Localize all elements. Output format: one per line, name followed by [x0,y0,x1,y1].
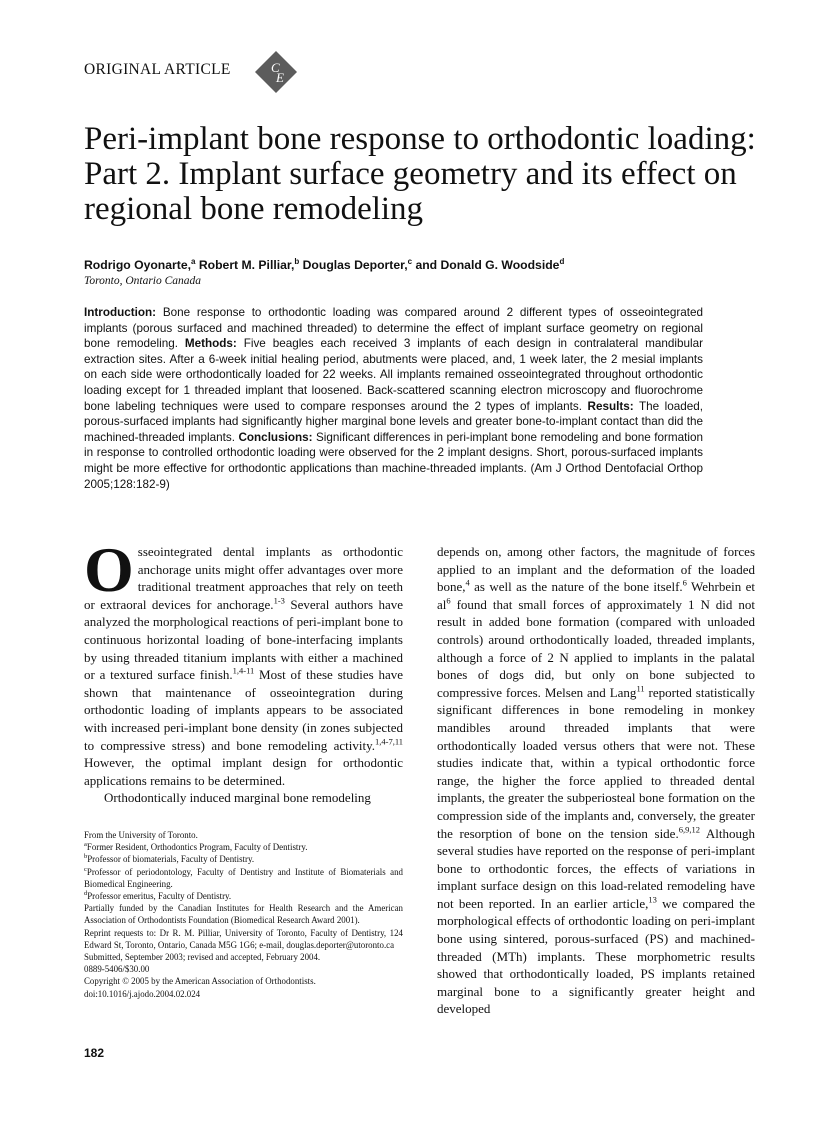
author-affiliation-marker: c [407,257,413,266]
footnote-copyright: Copyright © 2005 by the American Association of Orthodontists. [84,976,316,987]
citation: 11 [636,683,645,694]
footnote-institution: From the University of Toronto. [84,830,198,840]
abstract-results-text: The loaded, porous-surfaced implants had significantly higher marginal bone levels and greater bone-to-implant contact than did the machined-threaded implants. [84,399,703,444]
author-affiliation-marker: a [191,257,196,266]
abstract-conclusions-label: Conclusions: [238,430,313,444]
body-text: we compared the morphological effects of orthodontic loading on peri-implant bone using sintered, porous-surfaced (PS) and machined-threaded (MTh) implants. These morphometric results showed that orthodontically loaded, PS implants retained marginal bone to a significantly greater height and developed [437,895,755,1017]
footnote-marker: a [84,841,87,849]
footnote-reprint-requests: Reprint requests to: Dr R. M. Pilliar, University of Toronto, Faculty of Dentistry, 124 Edward St, Toronto, Ontario, Canada M5G 1G6; e-mail, douglas.deporter@utoronto.ca [84,927,403,950]
body-paragraph [84,534,403,789]
body-text: as well as the nature of the bone itself. [469,579,683,595]
body-text: sseointegrated dental implants as orthodontic anchorage units might offer advantages over more traditional treatment approaches that rely on teeth or extraoral devices for anchorage. [84,544,403,612]
author-affiliation-marker: b [294,257,300,266]
author-name: and Donald G. Woodside [415,258,560,273]
svg-text:E: E [276,70,284,85]
body-column-right [437,543,755,1018]
footnote-marker: c [84,865,87,873]
author-name: Douglas Deporter, [302,258,408,273]
footnote-text: Professor of periodontology, Faculty of Dentistry and Institute of Biomaterials and Biomedical Engineering. [84,866,403,889]
body-text: found that small forces of approximately 1 N did not result in added bone formation (compared with unloaded controls) around orthodontically loaded, threaded implants, although a force of 2 N applied to implants in the palatal bones of dogs did, but only on bone subjected to compressive forces. Melsen and Lang [437,596,755,700]
citation: 13 [648,894,657,905]
body-text: Several authors have analyzed the morphological reactions of peri-implant bone to continuous horizontal loading of bone-interfacing implants by using threaded titanium implants with either a machined or a textured surface finish. [84,596,403,683]
footnote-text: Professor emeritus, Faculty of Dentistry. [87,891,232,902]
abstract-conclusions-text: Significant differences in peri-implant bone remodeling and bone formation in response to controlled orthodontic loading were observed for the 2 implant designs. Short, porous-surfaced implants might be more effective for orthodontic applications than machine-threaded implants. (Am J Orthod Dentofacial Orthop 2005;128:182-9) [84,430,703,491]
footnotes [84,829,403,1000]
footnote-funding: Partially funded by the Canadian Institutes for Health Research and the American Association of Orthodontists Foundation (Biomedical Research Award 2001). [84,903,403,926]
abstract-introduction-label: Introduction: [84,306,157,319]
author-list [84,257,564,272]
page-number: 182 [84,1046,105,1060]
body-text: reported statistically significant differences in bone remodeling in monkey mandibles around threaded implants that were orthodontically loaded versus others that were not. These studies indicate that, within a typical orthodontic force range, the higher the force applied to threaded dental implants, the greater the subperiosteal bone formation on the compression side of the implants and, conversely, the greater the resorption of bone on the tension side. [437,684,755,841]
author-name: Robert M. Pilliar, [198,258,295,273]
footnote-author-d [84,890,403,902]
body-column-left [84,534,403,807]
footnote-issn: 0889-5406/$30.00 [84,964,150,975]
abstract-methods-text: Five beagles each received 3 implants of each design in contralateral mandibular extraction sites. After a 6-week initial healing period, abutments were placed, and, 1 week later, the 2 mesial implants on each side were orthodontically loaded for 22 weeks. All implants remained osseointegrated throughout orthodontic loading except for 1 threaded implant that loosened. Back-scattered scanning electron microscopy and fluorochrome bone labeling techniques were used to compare responses around the 2 types of implants. [84,337,703,413]
citation: 1,4-11 [232,665,255,676]
footnote-marker: b [84,853,88,861]
svg-text:C: C [271,60,280,75]
body-text: Although several studies have reported on the response of peri-implant bone to orthodontic forces, the effects of variations in implant surface design on this load-related remodeling have not been reported. In an earlier article, [437,825,755,911]
citation: 6 [682,577,687,588]
footnote-author-b [84,853,403,865]
abstract-introduction-text: Bone response to orthodontic loading was compared around 2 different types of osseointegrated implants (porous surfaced and machined threaded) to determine the effect of implant surface geometry on regional bone remodeling. [84,306,703,351]
body-text: However, the optimal implant design for orthodontic applications remains to be determined. [84,755,403,788]
author-affiliation-marker: d [559,257,565,266]
footnote-submitted: Submitted, September 2003; revised and accepted, February 2004. [84,952,321,963]
citation: 4 [465,577,470,588]
ce-badge-icon [254,50,298,94]
body-paragraph [437,543,755,1018]
affiliation: Toronto, Ontario Canada [84,275,202,287]
footnote-doi: doi:10.1016/j.ajodo.2004.02.024 [84,988,201,999]
footnote-text: Former Resident, Orthodontics Program, Faculty of Dentistry. [86,842,308,853]
section-label: ORIGINAL ARTICLE [84,61,231,78]
body-text: Wehrbein et al [437,579,755,612]
footnote-text: Professor of biomaterials, Faculty of Dentistry. [87,854,255,865]
citation: 6,9,12 [678,824,700,835]
footnote-author-a [84,841,403,853]
abstract [84,305,703,492]
abstract-results-label: Results: [587,399,634,413]
citation: 1-3 [273,595,285,606]
drop-cap: O [84,534,134,605]
body-text: depends on, among other factors, the magnitude of forces applied to an implant and the deformation of the loaded bone, [437,544,755,595]
author-name: Rodrigo Oyonarte, [84,258,191,273]
footnote-marker: d [84,890,88,898]
footnote-author-c [84,866,403,890]
citation: 1,4-7,11 [374,736,403,747]
body-paragraph: Orthodontically induced marginal bone remodeling [104,790,371,806]
article-title: Peri-implant bone response to orthodontic loading: Part 2. Implant surface geometry and its effect on regional bone remodeling [84,121,756,227]
citation: 6 [446,595,451,606]
body-text: Most of these studies have shown that maintenance of osseointegration during orthodontic loading of implants appears to be associated with increased peri-implant bone density (in zones subjected to compressive stress) and bone remodeling activity. [84,667,403,753]
abstract-methods-label: Methods: [184,337,237,351]
